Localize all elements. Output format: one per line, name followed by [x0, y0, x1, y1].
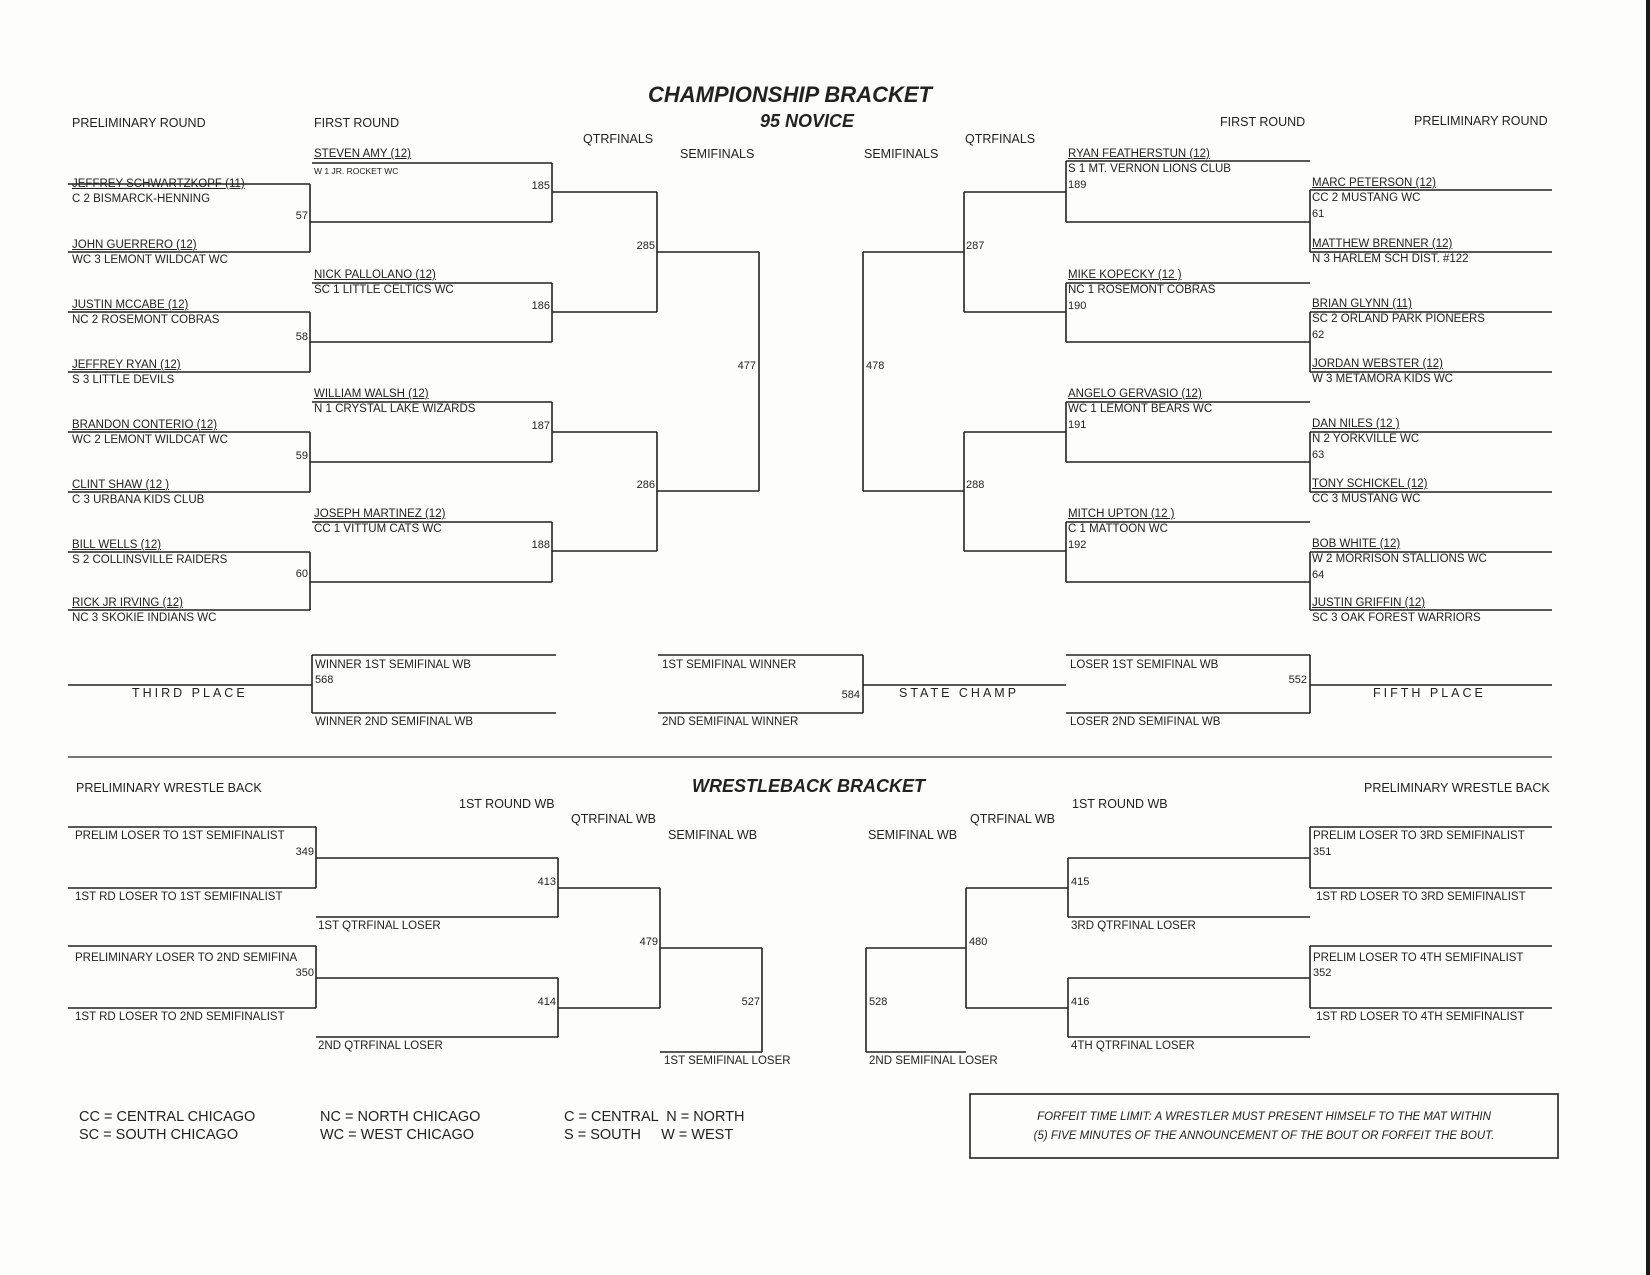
right-prelim-club-7: W 2 MORRISON STALLIONS WC	[1312, 553, 1487, 565]
right-prelim-club-3: SC 2 ORLAND PARK PIONEERS	[1312, 313, 1485, 325]
header-semi-right: SEMIFINALS	[864, 147, 939, 161]
bout-number: 187	[531, 420, 550, 432]
bout-number: 413	[537, 876, 556, 888]
left-first-name-4: JOSEPH MARTINEZ (12)	[314, 508, 446, 520]
bout-number: 416	[1071, 996, 1090, 1008]
page-subtitle: 95 NOVICE	[760, 111, 855, 131]
wb-header-qtr-right: QTRFINAL WB	[970, 812, 1055, 826]
right-first-name-4: MITCH UPTON (12 )	[1068, 508, 1175, 520]
forfeit-notice-line-2: (5) FIVE MINUTES OF THE ANNOUNCEMENT OF THE BOUT OR FORFEIT THE BOUT.	[1033, 1130, 1495, 1142]
right-prelim-name-7: BOB WHITE (12)	[1312, 538, 1401, 550]
bout-number: 189	[1068, 179, 1087, 191]
right-prelim-name-4: JORDAN WEBSTER (12)	[1312, 358, 1443, 370]
wb-right-slot-1: PRELIM LOSER TO 3RD SEMIFINALIST	[1313, 830, 1525, 842]
wb-header-first-right: 1ST ROUND WB	[1072, 797, 1168, 811]
bout-number: 64	[1312, 569, 1325, 581]
bout-number: 480	[969, 936, 988, 948]
wb-header-prelim-left: PRELIMINARY WRESTLE BACK	[76, 781, 262, 795]
wb-right-slot-4: 1ST RD LOSER TO 4TH SEMIFINALIST	[1316, 1011, 1525, 1023]
right-first-name-3: ANGELO GERVASIO (12)	[1068, 388, 1202, 400]
right-prelim-club-4: W 3 METAMORA KIDS WC	[1312, 373, 1453, 385]
header-qtr-right: QTRFINALS	[965, 132, 1036, 146]
wb-right-qtr-loser-2: 4TH QTRFINAL LOSER	[1071, 1040, 1195, 1052]
champ-top-slot: 1ST SEMIFINAL WINNER	[662, 659, 797, 671]
left-prelim-name-4: JEFFREY RYAN (12)	[72, 359, 181, 371]
legend-sc: SC = SOUTH CHICAGO	[79, 1127, 239, 1143]
wb-header-first-left: 1ST ROUND WB	[459, 797, 555, 811]
left-prelim-club-7: S 2 COLLINSVILLE RAIDERS	[72, 554, 228, 566]
wb-left-slot-4: 1ST RD LOSER TO 2ND SEMIFINALIST	[75, 1011, 285, 1023]
right-first-club-1: S 1 MT. VERNON LIONS CLUB	[1068, 163, 1231, 175]
bout-number: 552	[1288, 674, 1307, 686]
left-prelim-club-6: C 3 URBANA KIDS CLUB	[72, 494, 205, 506]
bout-number: 58	[295, 331, 308, 343]
legend-cc: CC = CENTRAL CHICAGO	[79, 1109, 256, 1125]
right-first-club-3: WC 1 LEMONT BEARS WC	[1068, 403, 1213, 415]
bout-number: 352	[1313, 967, 1332, 979]
left-first-club-3: N 1 CRYSTAL LAKE WIZARDS	[314, 403, 476, 415]
right-prelim-club-6: CC 3 MUSTANG WC	[1312, 493, 1421, 505]
fifth-place-bottom-slot: LOSER 2ND SEMIFINAL WB	[1070, 716, 1221, 728]
header-first-right: FIRST ROUND	[1220, 115, 1306, 129]
state-champ-label: STATE CHAMP	[899, 686, 1020, 700]
bout-number: 60	[295, 568, 308, 580]
wb-right-semi-loser: 2ND SEMIFINAL LOSER	[869, 1055, 998, 1067]
right-prelim-club-1: CC 2 MUSTANG WC	[1312, 192, 1421, 204]
legend-nc: NC = NORTH CHICAGO	[320, 1109, 481, 1125]
right-first-club-4: C 1 MATTOON WC	[1068, 523, 1168, 535]
bout-number: 288	[966, 479, 985, 491]
right-first-name-1: RYAN FEATHERSTUN (12)	[1068, 148, 1210, 160]
bout-number: 477	[737, 360, 756, 372]
bout-number: 61	[1312, 208, 1325, 220]
header-prelim-left: PRELIMINARY ROUND	[72, 116, 206, 130]
left-first-name-3: WILLIAM WALSH (12)	[314, 388, 429, 400]
bout-number: 584	[841, 689, 860, 701]
right-prelim-name-2: MATTHEW BRENNER (12)	[1312, 238, 1453, 250]
right-prelim-club-2: N 3 HARLEM SCH DIST. #122	[1312, 253, 1469, 265]
header-semi-left: SEMIFINALS	[680, 147, 755, 161]
bout-number: 479	[639, 936, 658, 948]
third-place-bottom-slot: WINNER 2ND SEMIFINAL WB	[315, 716, 474, 728]
legend-wc: WC = WEST CHICAGO	[320, 1127, 475, 1143]
left-prelim-name-1: JEFFREY SCHWARTZKOPF (11)	[72, 178, 245, 190]
bout-number: 287	[966, 240, 985, 252]
bout-number: 350	[295, 967, 314, 979]
left-prelim-club-1: C 2 BISMARCK-HENNING	[72, 193, 211, 205]
left-first-name-1: STEVEN AMY (12)	[314, 148, 411, 160]
fifth-place-top-slot: LOSER 1ST SEMIFINAL WB	[1070, 659, 1219, 671]
legend-central-north: C = CENTRAL N = NORTH	[564, 1109, 745, 1125]
left-prelim-name-3: JUSTIN MCCABE (12)	[72, 299, 189, 311]
wb-left-slot-1: PRELIM LOSER TO 1ST SEMIFINALIST	[75, 830, 285, 842]
left-first-name-2: NICK PALLOLANO (12)	[314, 269, 436, 281]
bout-number: 286	[636, 479, 655, 491]
header-qtr-left: QTRFINALS	[583, 132, 654, 146]
bout-number: 188	[531, 539, 550, 551]
left-prelim-name-6: CLINT SHAW (12 )	[72, 479, 170, 491]
wb-header-semi-right: SEMIFINAL WB	[868, 828, 958, 842]
third-place-label: THIRD PLACE	[132, 686, 248, 700]
bout-number: 191	[1068, 419, 1087, 431]
left-prelim-club-8: NC 3 SKOKIE INDIANS WC	[72, 612, 217, 624]
left-prelim-name-7: BILL WELLS (12)	[72, 539, 162, 551]
wb-left-slot-3: PRELIMINARY LOSER TO 2ND SEMIFINA	[75, 952, 298, 964]
bout-number: 192	[1068, 539, 1087, 551]
right-prelim-name-5: DAN NILES (12 )	[1312, 418, 1400, 430]
wb-header-qtr-left: QTRFINAL WB	[571, 812, 656, 826]
wb-left-qtr-loser-2: 2ND QTRFINAL LOSER	[318, 1040, 443, 1052]
wb-right-qtr-loser-1: 3RD QTRFINAL LOSER	[1071, 920, 1196, 932]
wrestleback-title: WRESTLEBACK BRACKET	[692, 776, 925, 796]
wb-left-semi-loser: 1ST SEMIFINAL LOSER	[664, 1055, 791, 1067]
bout-number: 63	[1312, 449, 1325, 461]
bout-number: 185	[531, 180, 550, 192]
bout-number: 285	[636, 240, 655, 252]
left-prelim-name-2: JOHN GUERRERO (12)	[72, 239, 197, 251]
left-prelim-club-3: NC 2 ROSEMONT COBRAS	[72, 314, 220, 326]
bout-number: 57	[295, 210, 308, 222]
bout-number: 527	[741, 996, 760, 1008]
right-prelim-club-5: N 2 YORKVILLE WC	[1312, 433, 1420, 445]
right-first-name-2: MIKE KOPECKY (12 )	[1068, 269, 1182, 281]
left-prelim-club-5: WC 2 LEMONT WILDCAT WC	[72, 434, 228, 446]
bout-number: 415	[1071, 876, 1090, 888]
placement-lines	[68, 655, 1552, 713]
left-first-club-2: SC 1 LITTLE CELTICS WC	[314, 284, 454, 296]
bout-number: 568	[315, 674, 334, 686]
left-prelim-name-8: RICK JR IRVING (12)	[72, 597, 183, 609]
right-prelim-name-1: MARC PETERSON (12)	[1312, 177, 1436, 189]
wb-header-semi-left: SEMIFINAL WB	[668, 828, 758, 842]
right-prelim-name-8: JUSTIN GRIFFIN (12)	[1312, 597, 1426, 609]
right-prelim-name-3: BRIAN GLYNN (11)	[1312, 298, 1412, 310]
bout-number: 62	[1312, 329, 1325, 341]
page-title: CHAMPIONSHIP BRACKET	[648, 82, 932, 107]
left-first-club-4: CC 1 VITTUM CATS WC	[314, 523, 442, 535]
left-prelim-club-2: WC 3 LEMONT WILDCAT WC	[72, 254, 228, 266]
forfeit-notice-line-1: FORFEIT TIME LIMIT: A WRESTLER MUST PRESENT HIMSELF TO THE MAT WITHIN	[1037, 1111, 1491, 1123]
wb-header-prelim-right: PRELIMINARY WRESTLE BACK	[1364, 781, 1550, 795]
bout-number: 349	[295, 846, 314, 858]
left-prelim-club-4: S 3 LITTLE DEVILS	[72, 374, 175, 386]
wb-right-slot-3: PRELIM LOSER TO 4TH SEMIFINALIST	[1313, 952, 1524, 964]
right-first-club-2: NC 1 ROSEMONT COBRAS	[1068, 284, 1216, 296]
wb-right-slot-2: 1ST RD LOSER TO 3RD SEMIFINALIST	[1316, 891, 1526, 903]
legend-south-west: S = SOUTH W = WEST	[564, 1127, 734, 1143]
header-first-left: FIRST ROUND	[314, 116, 400, 130]
right-prelim-name-6: TONY SCHICKEL (12)	[1312, 478, 1428, 490]
left-prelim-name-5: BRANDON CONTERIO (12)	[72, 419, 218, 431]
bout-number: 528	[869, 996, 888, 1008]
fifth-place-label: FIFTH PLACE	[1373, 686, 1486, 700]
bout-number: 190	[1068, 300, 1087, 312]
scan-edge	[1646, 0, 1650, 1275]
third-place-top-slot: WINNER 1ST SEMIFINAL WB	[315, 659, 471, 671]
champ-bottom-slot: 2ND SEMIFINAL WINNER	[662, 716, 799, 728]
bout-number: 59	[295, 450, 308, 462]
header-prelim-right: PRELIMINARY ROUND	[1414, 114, 1548, 128]
left-first-club-1: W 1 JR. ROCKET WC	[314, 166, 399, 176]
bout-number: 414	[537, 996, 556, 1008]
wb-left-slot-2: 1ST RD LOSER TO 1ST SEMIFINALIST	[75, 891, 283, 903]
bout-number: 186	[531, 300, 550, 312]
bout-number: 478	[866, 360, 885, 372]
bout-number: 351	[1313, 846, 1332, 858]
right-prelim-club-8: SC 3 OAK FOREST WARRIORS	[1312, 612, 1481, 624]
wb-left-qtr-loser-1: 1ST QTRFINAL LOSER	[318, 920, 441, 932]
